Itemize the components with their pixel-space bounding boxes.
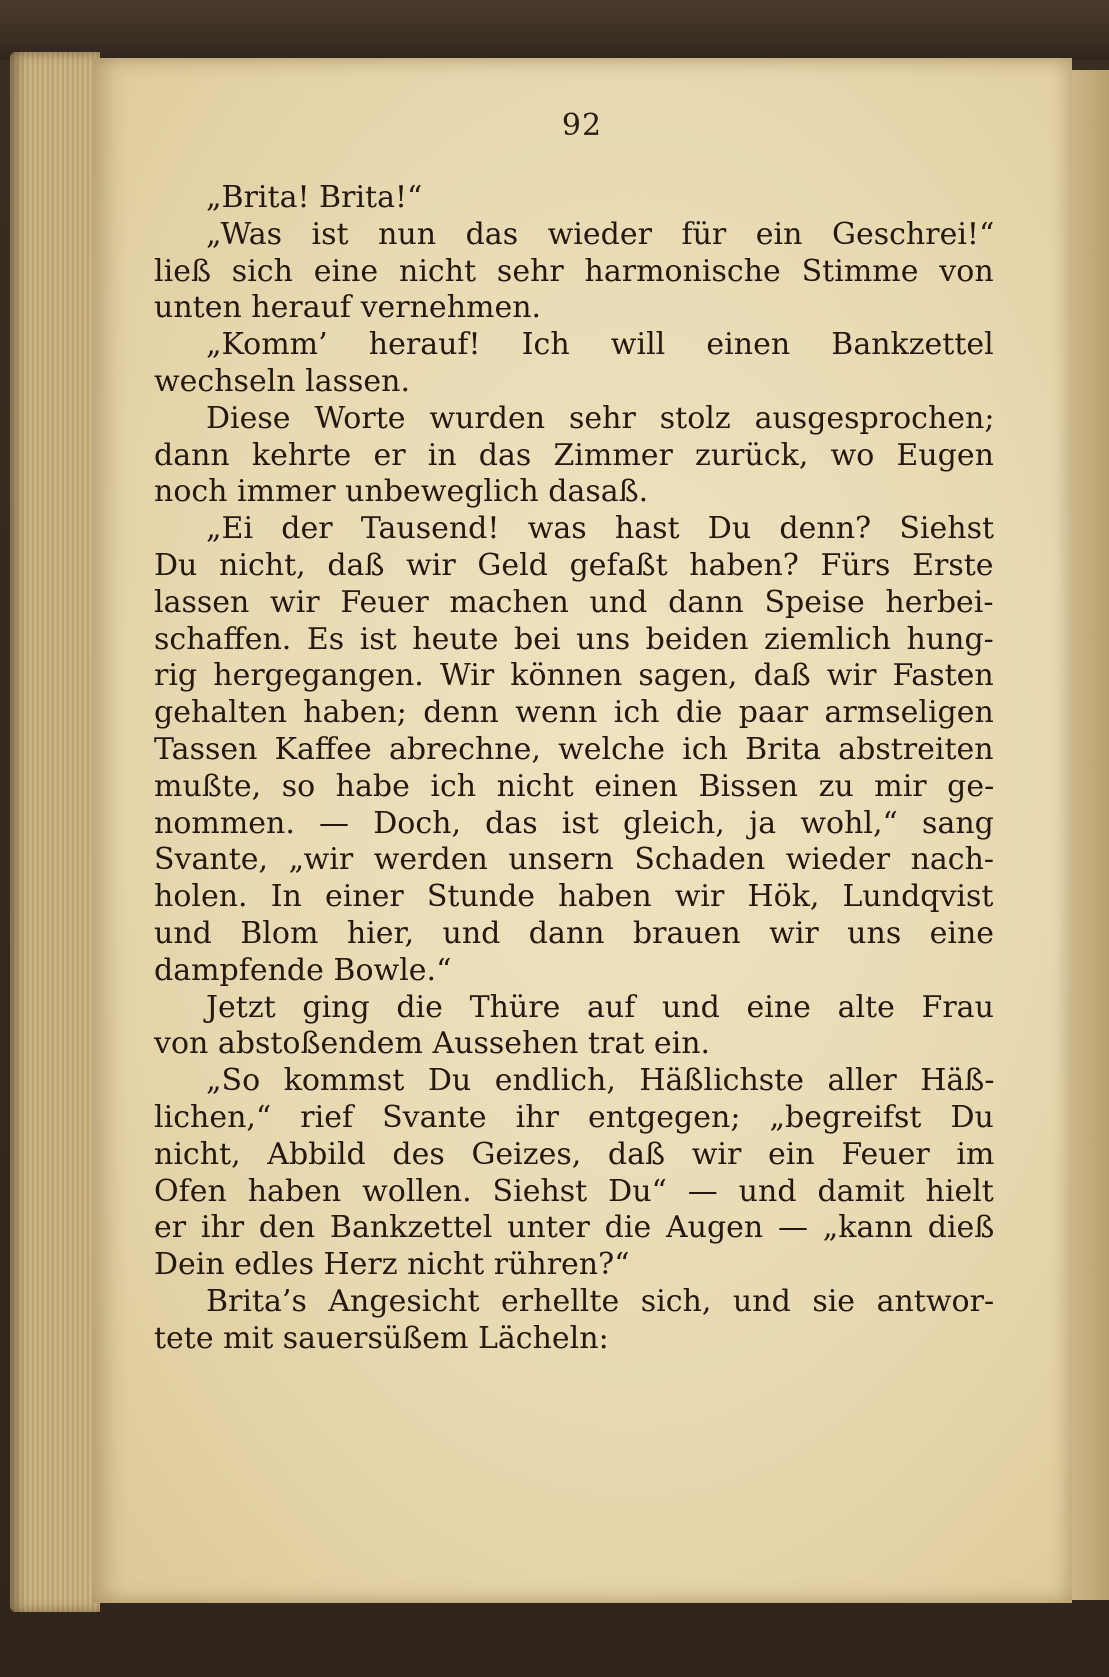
page-number: 92 [561, 108, 603, 143]
text-line: unten herauf vernehmen. [154, 290, 542, 326]
text-line: „Komm’ herauf! Ich will einen Bankzettel [206, 327, 994, 363]
text-line: Du nicht, daß wir Geld gefaßt haben? Fürs Erste [154, 547, 994, 583]
page-stack-edge [10, 52, 100, 1612]
text-line: „Brita! Brita!“ [206, 180, 423, 215]
text-line: von abstoßendem Aussehen trat ein. [154, 1026, 711, 1062]
text-line: Jetzt ging die Thüre auf und eine alte Frau [206, 989, 994, 1025]
text-line: gehalten haben; denn wenn ich die paar armseligen [154, 695, 994, 731]
book-cover-top [0, 0, 1109, 60]
text-line: lichen,“ rief Svante ihr entgegen; „begreifst Du [154, 1099, 994, 1135]
text-line: dann kehrte er in das Zimmer zurück, wo Eugen [154, 437, 994, 473]
text-line: Ofen haben wollen. Siehst Du“ — und damit hielt [154, 1173, 994, 1209]
facing-page-edge [1072, 70, 1109, 1600]
text-line: nicht, Abbild des Geizes, daß wir ein Feuer im [154, 1136, 995, 1172]
text-line: lassen wir Feuer machen und dann Speise herbei- [154, 584, 994, 620]
text-line: „Was ist nun das wieder für ein Geschrei!“ [206, 216, 995, 252]
text-line: Tassen Kaffee abrechne, welche ich Brita abstreiten [154, 731, 994, 767]
text-line: und Blom hier, und dann brauen wir uns eine [154, 915, 995, 951]
text-line: er ihr den Bankzettel unter die Augen — „kann dieß [154, 1210, 995, 1246]
text-line: tete mit sauersüßem Lächeln: [154, 1320, 609, 1356]
text-line: holen. In einer Stunde haben wir Hök, Lundqvist [154, 879, 994, 915]
text-line: rig hergegangen. Wir können sagen, daß wir Fasten [154, 658, 994, 694]
text-line: schaffen. Es ist heute bei uns beiden ziemlich hung- [154, 621, 994, 657]
text-line: mußte, so habe ich nicht einen Bissen zu mir ge- [154, 768, 995, 804]
text-line: ließ sich eine nicht sehr harmonische Stimme von [154, 253, 994, 289]
text-line: „So kommst Du endlich, Häßlichste aller Häß- [206, 1063, 995, 1099]
text-line: Brita’s Angesicht erhellte sich, und sie antwor- [206, 1283, 995, 1319]
text-line: wechseln lassen. [154, 363, 411, 399]
text-line: Diese Worte wurden sehr stolz ausgesprochen; [206, 400, 995, 436]
text-line: Svante, „wir werden unsern Schaden wieder nach- [154, 842, 995, 878]
page-body-text [154, 180, 1054, 1450]
text-line: dampfende Bowle.“ [154, 952, 452, 988]
text-line: nommen. — Doch, das ist gleich, ja wohl,“ sang [154, 805, 994, 841]
text-line: „Ei der Tausend! was hast Du denn? Siehst [206, 511, 995, 547]
text-line: Dein edles Herz nicht rühren?“ [154, 1247, 630, 1283]
text-line: noch immer unbeweglich dasaß. [154, 474, 649, 510]
